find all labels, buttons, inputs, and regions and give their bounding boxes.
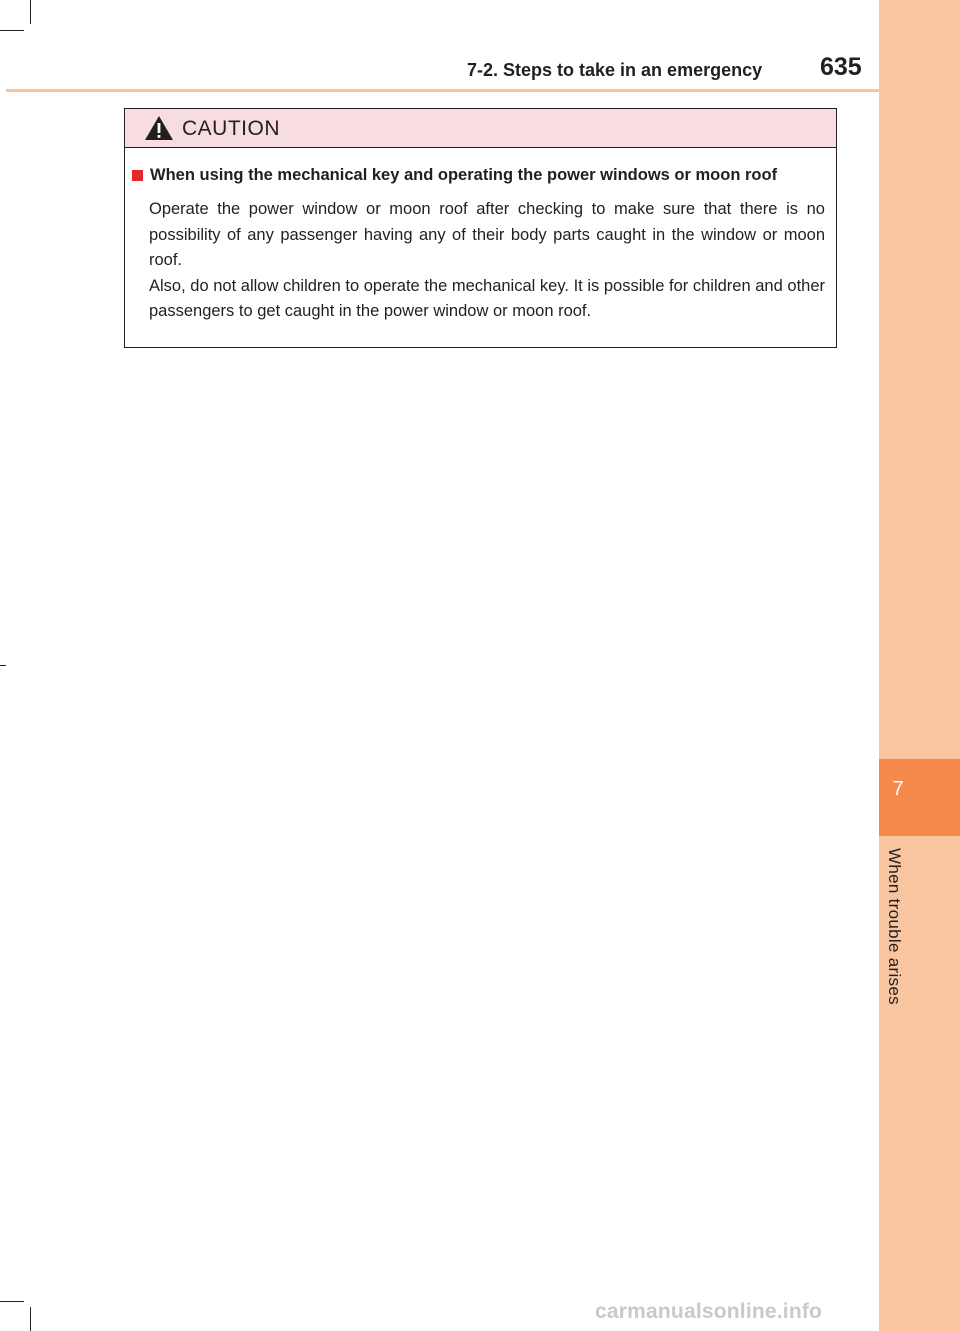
crop-mark xyxy=(0,30,24,31)
warning-triangle-icon xyxy=(144,115,174,141)
caution-paragraph: Also, do not allow children to operate the mechanical key. It is possible for children and other passengers to get caught in the power window or moon roof. xyxy=(149,276,825,320)
caution-subheading xyxy=(132,166,826,185)
section-title: 7-2. Steps to take in an emergency xyxy=(467,60,763,80)
chapter-number: 7 xyxy=(892,778,904,800)
crop-mark xyxy=(30,1307,31,1331)
page-number: 635 xyxy=(820,53,862,81)
chapter-title: When trouble arises xyxy=(885,848,904,1005)
caution-paragraph: Operate the power window or moon roof after checking to make sure that there is no possibility of any passenger having any of their body parts caught in the window or moon roof. xyxy=(149,200,825,269)
crop-mark xyxy=(0,665,6,666)
side-band xyxy=(879,0,960,1331)
watermark: carmanualsonline.info xyxy=(595,1300,823,1323)
crop-mark xyxy=(30,0,31,24)
caution-box xyxy=(124,108,837,348)
caution-subheading-text: When using the mechanical key and operating the power windows or moon roof xyxy=(150,166,778,184)
caution-header xyxy=(125,109,836,148)
square-bullet-icon xyxy=(132,170,143,181)
caution-label: CAUTION xyxy=(182,117,280,140)
crop-mark xyxy=(0,1301,24,1302)
caution-body xyxy=(149,197,825,325)
header-rule xyxy=(6,89,879,92)
